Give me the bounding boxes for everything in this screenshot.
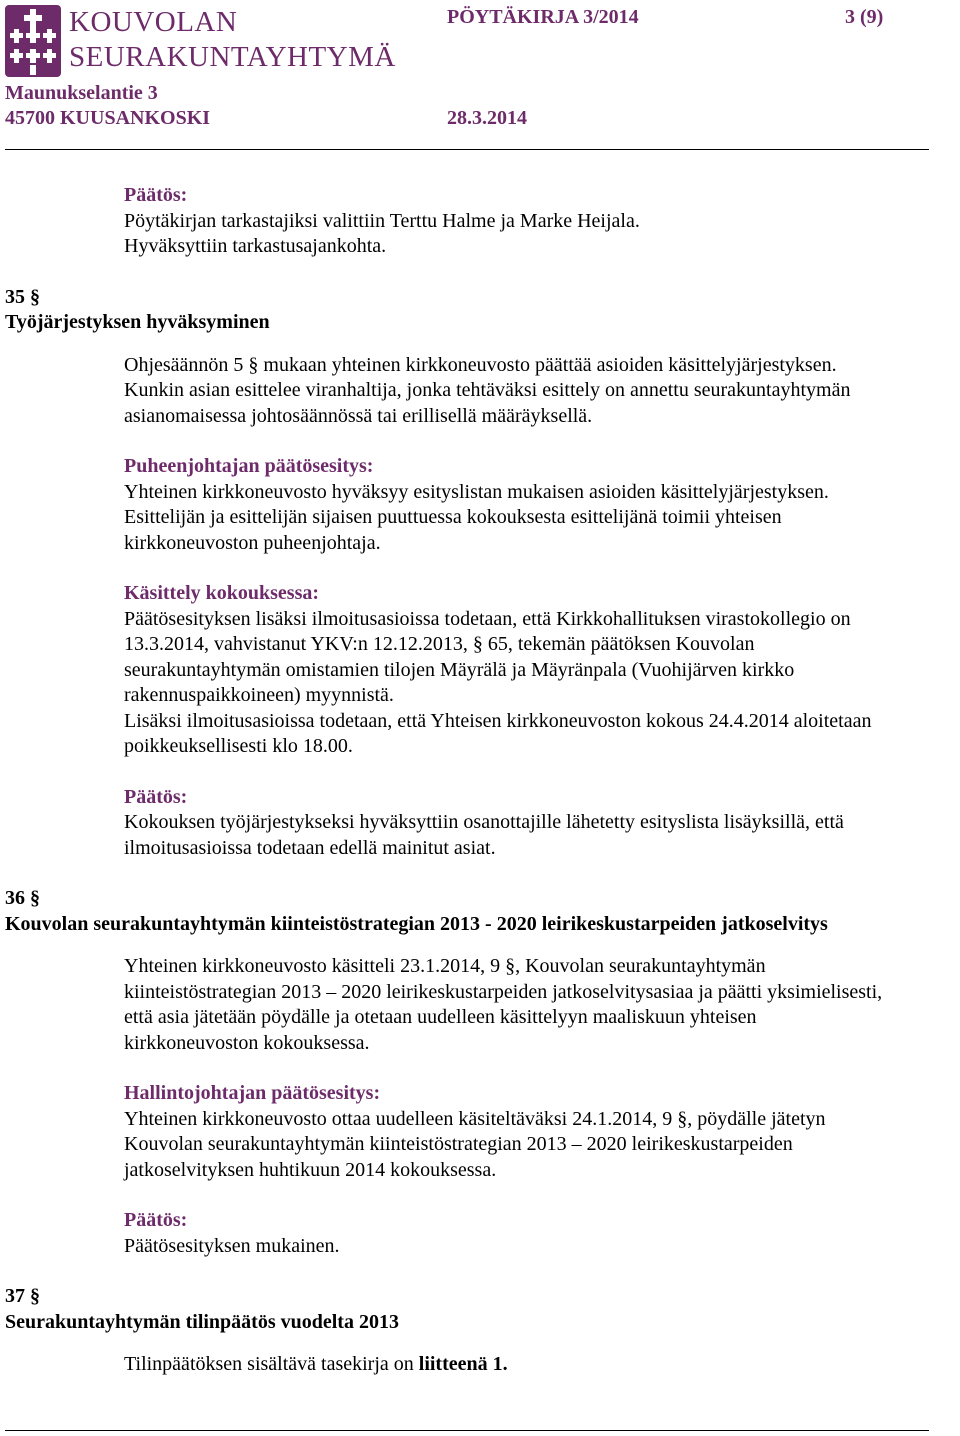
section-37-text bbox=[124, 1352, 960, 1378]
section-35-proposal bbox=[124, 454, 960, 556]
section-35-handling bbox=[124, 581, 960, 760]
org-name-line1: KOUVOLAN bbox=[69, 6, 238, 38]
street-address: Maunukselantie 3 bbox=[5, 82, 158, 104]
attachment-reference: liitteenä 1. bbox=[418, 1353, 508, 1375]
text-line: Pöytäkirjan tarkastajiksi valittiin Terttu Halme ja Marke Heijala. bbox=[124, 209, 640, 232]
text-line: poikkeuksellisesti klo 18.00. bbox=[124, 735, 353, 757]
attachment-text: Tilinpäätöksen sisältävä tasekirja on bbox=[124, 1353, 419, 1375]
text-line bbox=[124, 1352, 960, 1378]
text-line: kirkkoneuvoston kokouksessa. bbox=[124, 1031, 370, 1054]
decision-label: Päätös: bbox=[124, 184, 188, 206]
section-36-proposal bbox=[124, 1081, 960, 1183]
text-line: kiinteistöstrategian 2013 – 2020 leirikeskustarpeiden jatkoselvitysasiaa ja päätti yksimielisesti, bbox=[124, 980, 883, 1003]
page-number: 3 (9) bbox=[845, 6, 884, 28]
organization-logo bbox=[5, 3, 419, 79]
proposal-label: Hallintojohtajan päätösesitys: bbox=[124, 1082, 381, 1104]
footer-divider bbox=[5, 1430, 929, 1431]
decision-label: Päätös: bbox=[124, 785, 188, 808]
section-title: Seurakuntayhtymän tilinpäätös vuodelta 2013 bbox=[5, 1310, 399, 1333]
text-line: Ohjesäännön 5 § mukaan yhteinen kirkkoneuvosto päättää asioiden käsittelyjärjestyksen. bbox=[124, 353, 837, 376]
text-line: kirkkoneuvoston puheenjohtaja. bbox=[124, 531, 381, 554]
continuation-decision bbox=[124, 183, 960, 260]
text-line: jatkoselvityksen huhtikuun 2014 kokouksessa. bbox=[124, 1158, 497, 1181]
section-37-heading bbox=[5, 1284, 960, 1335]
section-title: Kouvolan seurakuntayhtymän kiinteistöstrategian 2013 - 2020 leirikeskustarpeiden jatkoselvitys bbox=[5, 912, 828, 935]
section-35-heading bbox=[5, 285, 960, 336]
text-line: ilmoitusasioissa todetaan edellä mainitut asiat. bbox=[124, 836, 496, 859]
text-line: Esittelijän ja esittelijän sijaisen puuttuessa kokouksesta esittelijänä toimii yhteisen bbox=[124, 506, 782, 528]
section-number: 36 § bbox=[5, 887, 40, 909]
text-line: Päätösesityksen lisäksi ilmoitusasioissa todetaan, että Kirkkohallituksen virastokollegio on bbox=[124, 607, 851, 630]
decision-label: Päätös: bbox=[124, 1209, 188, 1231]
section-35-intro bbox=[124, 353, 960, 430]
section-number: 35 § bbox=[5, 285, 40, 308]
text-line: Yhteinen kirkkoneuvosto käsitteli 23.1.2014, 9 §, Kouvolan seurakuntayhtymän bbox=[124, 955, 766, 977]
section-36-intro bbox=[124, 954, 960, 1056]
postal-address: 45700 KUUSANKOSKI bbox=[5, 107, 211, 129]
text-line: Lisäksi ilmoitusasioissa todetaan, että Yhteisen kirkkoneuvoston kokous 24.4.2014 aloitetaan bbox=[124, 709, 872, 732]
proposal-label: Puheenjohtajan päätösesitys: bbox=[124, 455, 374, 477]
document-body bbox=[5, 183, 960, 1403]
section-title: Työjärjestyksen hyväksyminen bbox=[5, 311, 270, 333]
text-line: seurakuntayhtymän omistamien tilojen Mäyrälä ja Mäyränpala (Vuohijärven kirkko bbox=[124, 658, 795, 681]
text-line: 13.3.2014, vahvistanut YKV:n 12.12.2013, § 65, tekemän päätöksen Kouvolan bbox=[124, 633, 755, 655]
text-line: Yhteinen kirkkoneuvosto ottaa uudelleen käsiteltäväksi 24.1.2014, 9 §, pöydälle jätetyn bbox=[124, 1107, 826, 1130]
text-line: asianomaisessa johtosäännössä tai erillisellä määräyksellä. bbox=[124, 404, 593, 427]
document-date: 28.3.2014 bbox=[447, 107, 527, 129]
text-line: Yhteinen kirkkoneuvosto hyväksyy esityslistan mukaisen asioiden käsittelyjärjestyksen. bbox=[124, 480, 829, 503]
text-line: Kunkin asian esittelee viranhaltija, jonka tehtäväksi esittely on annettu seurakuntayhtymän bbox=[124, 379, 851, 401]
org-name-line2: SEURAKUNTAYHTYMÄ bbox=[69, 41, 396, 73]
cross-emblem-icon bbox=[5, 5, 61, 77]
text-line: Päätösesityksen mukainen. bbox=[124, 1234, 340, 1257]
text-line: Hyväksyttiin tarkastusajankohta. bbox=[124, 235, 387, 257]
text-line: että asia jätetään pöydälle ja otetaan uudelleen käsittelyyn maaliskuun yhteisen bbox=[124, 1006, 757, 1028]
header-divider bbox=[5, 149, 929, 150]
text-line: Kokouksen työjärjestykseksi hyväksyttiin osanottajille lähetetty esityslista lisäyksillä, että bbox=[124, 811, 844, 833]
section-number: 37 § bbox=[5, 1285, 40, 1307]
document-title: PÖYTÄKIRJA 3/2014 bbox=[447, 6, 639, 28]
handling-label: Käsittely kokouksessa: bbox=[124, 582, 320, 604]
section-35-decision bbox=[124, 785, 960, 862]
section-36-heading bbox=[5, 886, 960, 937]
section-36-decision bbox=[124, 1208, 960, 1259]
text-line: rakennuspaikkoineen) myynnistä. bbox=[124, 684, 394, 706]
text-line: Kouvolan seurakuntayhtymän kiinteistöstrategian 2013 – 2020 leirikeskustarpeiden bbox=[124, 1133, 793, 1155]
